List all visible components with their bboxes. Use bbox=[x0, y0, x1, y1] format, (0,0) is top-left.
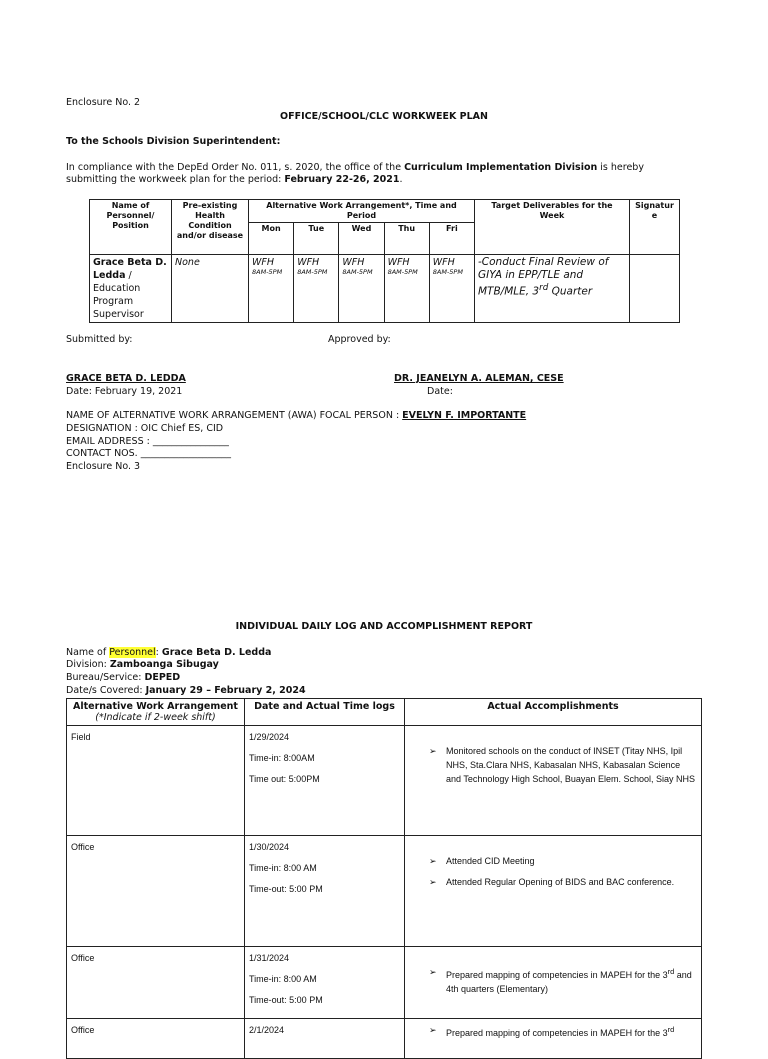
arrow-bullet-icon: ➢ bbox=[429, 746, 437, 756]
arrangement-mode: WFH bbox=[342, 257, 365, 268]
arrow-bullet-icon: ➢ bbox=[429, 967, 437, 977]
personnel-name: Grace Beta D. Ledda bbox=[93, 257, 167, 281]
approved-label: Approved by: bbox=[328, 334, 391, 345]
col-header-deliverables: Target Deliverables for the Week bbox=[475, 200, 630, 255]
table-row bbox=[67, 947, 702, 1019]
addressee: To the Schools Division Superintendent: bbox=[66, 136, 281, 147]
log-date: 1/29/2024 bbox=[249, 732, 290, 742]
awa-header-note: (*Indicate if 2-week shift) bbox=[95, 712, 216, 723]
col-header-name: Name of Personnel/ Position bbox=[90, 200, 172, 255]
focal-designation: DESIGNATION : OIC Chief ES, CID bbox=[66, 423, 224, 434]
report-title: INDIVIDUAL DAILY LOG AND ACCOMPLISHMENT REPORT bbox=[235, 621, 533, 632]
report-personnel bbox=[66, 647, 271, 658]
day-header-thu: Thu bbox=[384, 223, 429, 255]
arrangement-wed bbox=[339, 255, 384, 323]
workweek-plan-table bbox=[89, 199, 680, 323]
period-end: . bbox=[399, 174, 403, 185]
arrangement-cell: Field bbox=[67, 726, 245, 836]
report-bureau bbox=[66, 672, 180, 683]
time-cell bbox=[245, 836, 405, 947]
list-item bbox=[417, 744, 697, 786]
day-header-tue: Tue bbox=[294, 223, 339, 255]
time-out: Time out: 5:00PM bbox=[249, 774, 320, 784]
submitter-name: GRACE BETA D. LEDDA bbox=[66, 373, 186, 384]
accomplishments-cell bbox=[405, 1019, 702, 1059]
time-in: Time-in: 8:00 AM bbox=[249, 974, 317, 984]
arrangement-fri bbox=[429, 255, 474, 323]
arrow-bullet-icon: ➢ bbox=[429, 877, 437, 887]
table-row bbox=[67, 726, 702, 836]
arrangement-mode: WFH bbox=[252, 257, 275, 268]
arrangement-mode: WFH bbox=[297, 257, 320, 268]
accomplishment-text: Prepared mapping of competencies in MAPEH for the 3 bbox=[446, 1028, 668, 1038]
table-row bbox=[90, 255, 680, 323]
personnel-name-value: Grace Beta D. Ledda bbox=[161, 647, 272, 658]
arrow-bullet-icon: ➢ bbox=[429, 856, 437, 866]
col-header-accomplishments: Actual Accomplishments bbox=[405, 699, 702, 726]
list-item bbox=[417, 965, 697, 996]
enclosure-label: Enclosure No. 2 bbox=[66, 97, 141, 108]
condition-cell: None bbox=[172, 255, 249, 323]
time-out: Time-out: 5:00 PM bbox=[249, 995, 323, 1005]
time-in: Time-in: 8:00AM bbox=[249, 753, 315, 763]
time-cell bbox=[245, 726, 405, 836]
col-header-awa bbox=[67, 699, 245, 726]
compliance-text-3: submitting the workweek plan for the period: bbox=[66, 174, 285, 185]
arrangement-mode: WFH bbox=[432, 257, 455, 268]
accomplishment-text: Attended CID Meeting bbox=[446, 856, 535, 866]
dates-value: January 29 – February 2, 2024 bbox=[145, 685, 306, 696]
col-header-time: Date and Actual Time logs bbox=[245, 699, 405, 726]
list-item bbox=[417, 1023, 697, 1040]
submit-date: Date: February 19, 2021 bbox=[66, 386, 183, 397]
approver-name: DR. JEANELYN A. ALEMAN, CESE bbox=[394, 373, 564, 384]
division-label: Division: bbox=[66, 659, 110, 670]
arrangement-cell: Office bbox=[67, 1019, 245, 1059]
list-item bbox=[417, 854, 697, 868]
time-in: Time-in: 8:00 AM bbox=[249, 863, 317, 873]
accomplishment-superscript: rd bbox=[667, 1025, 675, 1034]
personnel-label-highlight: Personnel bbox=[109, 647, 156, 658]
approve-date: Date: bbox=[427, 386, 453, 397]
list-item bbox=[417, 875, 697, 889]
arrangement-cell: Office bbox=[67, 947, 245, 1019]
plan-title: OFFICE/SCHOOL/CLC WORKWEEK PLAN bbox=[280, 111, 488, 122]
col-header-condition: Pre-existing Health Condition and/or disease bbox=[172, 200, 249, 255]
arrangement-thu bbox=[384, 255, 429, 323]
accomplishment-superscript: rd bbox=[667, 967, 675, 976]
personnel-label-colon: : bbox=[155, 647, 162, 658]
day-header-fri: Fri bbox=[429, 223, 474, 255]
arrow-bullet-icon: ➢ bbox=[429, 1025, 437, 1035]
name-separator: / bbox=[125, 270, 132, 281]
time-cell bbox=[245, 1019, 405, 1059]
accomplishment-text: Prepared mapping of competencies in MAPEH for the 3 bbox=[446, 970, 668, 980]
awa-header-text: Alternative Work Arrangement bbox=[73, 701, 238, 712]
arrangement-time: 8AM-5PM bbox=[432, 268, 463, 276]
arrangement-time: 8AM-5PM bbox=[342, 268, 373, 276]
log-date: 2/1/2024 bbox=[249, 1025, 285, 1035]
arrangement-cell: Office bbox=[67, 836, 245, 947]
arrangement-mon bbox=[249, 255, 294, 323]
compliance-text: In compliance with the DepEd Order No. 011, s. 2020, the office of the bbox=[66, 162, 405, 173]
table-row bbox=[67, 836, 702, 947]
arrangement-time: 8AM-5PM bbox=[252, 268, 283, 276]
report-division bbox=[66, 659, 219, 670]
deliverable-superscript: rd bbox=[539, 283, 549, 293]
focal-label: NAME OF ALTERNATIVE WORK ARRANGEMENT (AWA) FOCAL PERSON : bbox=[66, 410, 403, 421]
focal-contact: CONTACT NOS. ___________________ bbox=[66, 448, 231, 459]
day-header-mon: Mon bbox=[249, 223, 294, 255]
dates-label: Date/s Covered: bbox=[66, 685, 146, 696]
compliance-text-2: is hereby bbox=[597, 162, 644, 173]
submitted-label: Submitted by: bbox=[66, 334, 133, 345]
log-date: 1/31/2024 bbox=[249, 953, 290, 963]
accomplishment-text: Monitored schools on the conduct of INSET (Titay NHS, Ipil NHS, Sta.Clara NHS, Kabasalan NHS, Kabasalan Science and Technology High School, Buayan Elem. School, Siay NHS bbox=[446, 746, 695, 784]
day-header-wed: Wed bbox=[339, 223, 384, 255]
arrangement-mode: WFH bbox=[387, 257, 410, 268]
focal-person-line bbox=[66, 410, 526, 421]
accomplishments-cell bbox=[405, 836, 702, 947]
office-name: Curriculum Implementation Division bbox=[404, 162, 598, 173]
division-value: Zamboanga Sibugay bbox=[109, 659, 219, 670]
deliverables-cell bbox=[475, 255, 630, 323]
bureau-value: DEPED bbox=[144, 672, 181, 683]
accomplishments-cell bbox=[405, 726, 702, 836]
log-date: 1/30/2024 bbox=[249, 842, 290, 852]
deliverable-text-end: Quarter bbox=[548, 285, 593, 298]
table-row bbox=[67, 1019, 702, 1059]
focal-name: EVELYN F. IMPORTANTE bbox=[402, 410, 527, 421]
accomplishment-text: Attended Regular Opening of BIDS and BAC conference. bbox=[446, 877, 675, 887]
deliverable-text: -Conduct Final Review of GIYA in EPP/TLE and MTB/MLE, 3 bbox=[478, 256, 609, 298]
compliance-paragraph bbox=[66, 162, 702, 186]
personnel-cell bbox=[90, 255, 172, 323]
time-out: Time-out: 5:00 PM bbox=[249, 884, 323, 894]
report-dates bbox=[66, 685, 306, 696]
personnel-position: Education Program Supervisor bbox=[93, 283, 144, 320]
arrangement-time: 8AM-5PM bbox=[297, 268, 328, 276]
col-header-signature: Signature bbox=[630, 200, 680, 255]
bureau-label: Bureau/Service: bbox=[66, 672, 145, 683]
accomplishment-text-end: and 4th quarters (Elementary) bbox=[446, 970, 692, 994]
accomplishments-cell bbox=[405, 947, 702, 1019]
daily-log-table bbox=[66, 698, 702, 1059]
personnel-label: Name of bbox=[66, 647, 110, 658]
arrangement-tue bbox=[294, 255, 339, 323]
col-header-awa: Alternative Work Arrangement*, Time and Period bbox=[249, 200, 475, 223]
enclosure-label-2: Enclosure No. 3 bbox=[66, 461, 141, 472]
time-cell bbox=[245, 947, 405, 1019]
signature-cell bbox=[630, 255, 680, 323]
plan-period: February 22-26, 2021 bbox=[284, 174, 400, 185]
focal-email: EMAIL ADDRESS : ________________ bbox=[66, 436, 229, 447]
arrangement-time: 8AM-5PM bbox=[387, 268, 418, 276]
